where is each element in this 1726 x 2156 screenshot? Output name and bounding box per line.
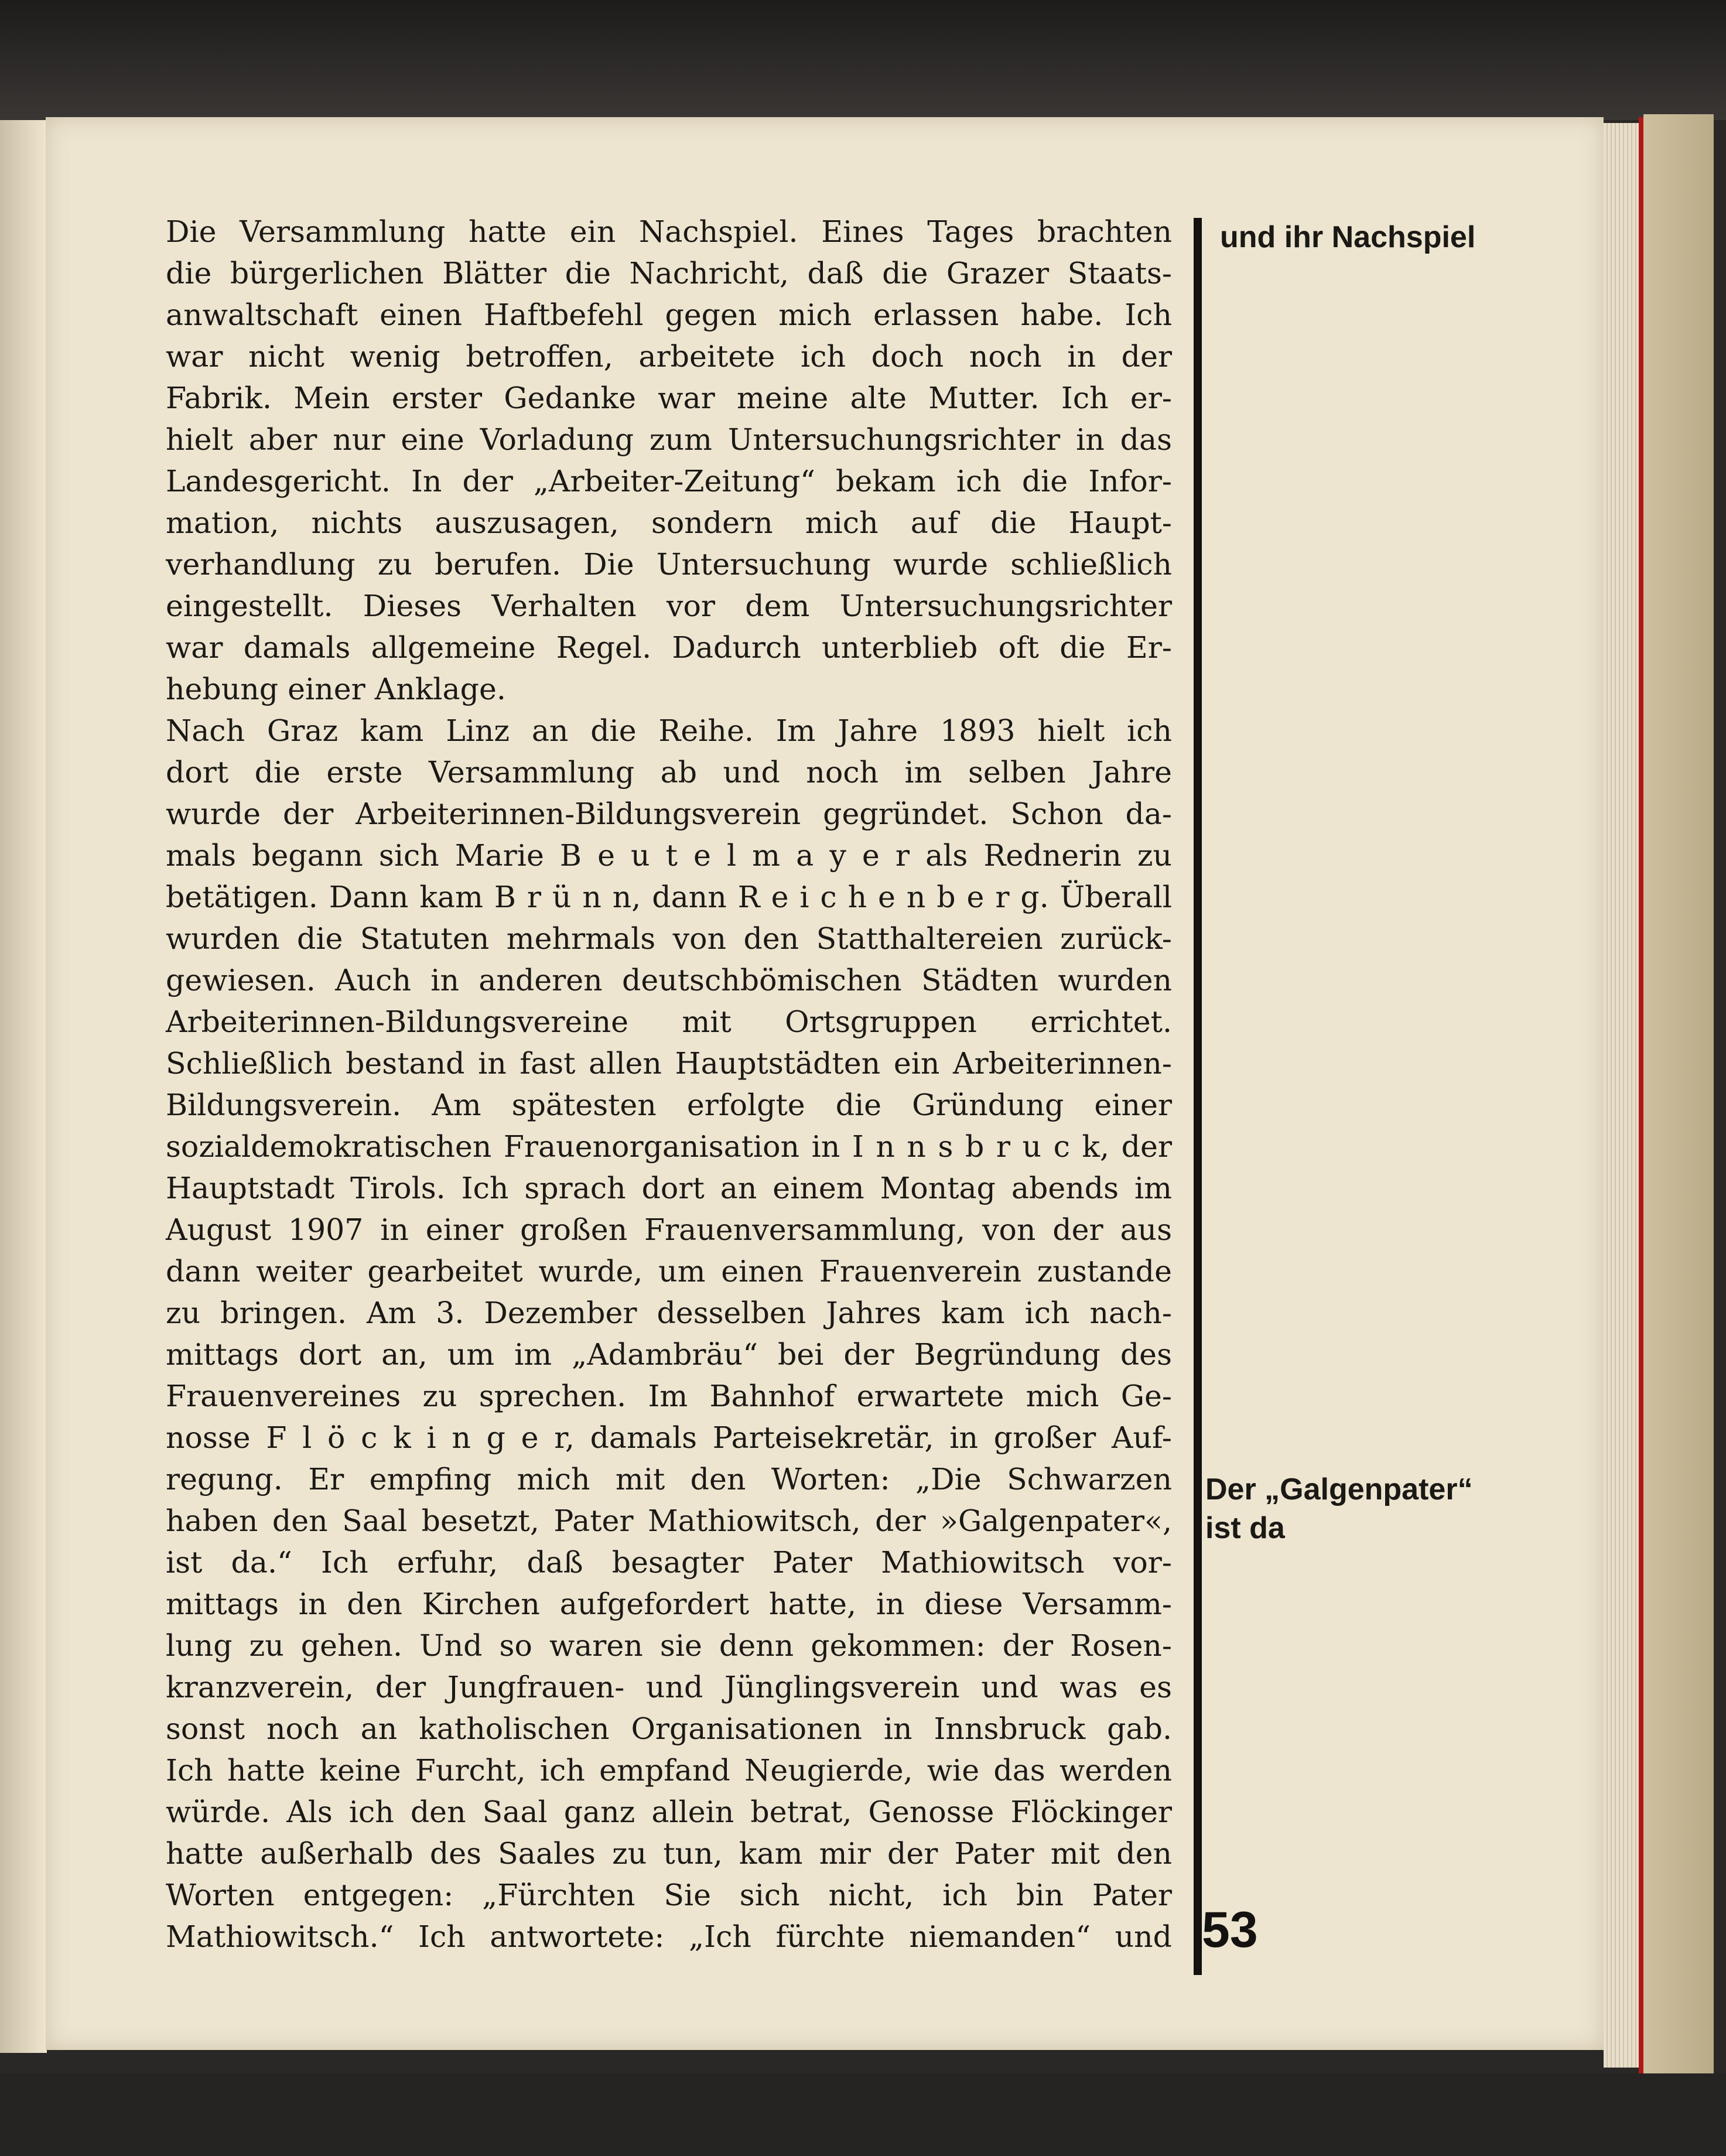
- text-line: ist da.“ Ich erfuhr, daß besagter Pater Mathiowitsch vor-: [166, 1545, 1172, 1580]
- text-line: Hauptstadt Tirols. Ich sprach dort an einem Montag abends im: [166, 1171, 1172, 1205]
- text-line: mals begann sich Marie B e u t e l m a y e r als Rednerin zu: [166, 838, 1172, 873]
- text-line: dort die erste Versammlung ab und noch im selben Jahre: [166, 755, 1172, 790]
- text-line: Die Versammlung hatte ein Nachspiel. Eines Tages brachten: [166, 214, 1172, 249]
- text-line: Landesgericht. In der „Arbeiter-Zeitung“ bekam ich die Infor-: [166, 464, 1172, 498]
- text-line: nosse F l ö c k i n g e r, damals Parteisekretär, in großer Auf-: [166, 1420, 1172, 1455]
- text-line: anwaltschaft einen Haftbefehl gegen mich erlassen habe. Ich: [166, 298, 1172, 332]
- text-line: Frauenvereines zu sprechen. Im Bahnhof erwartete mich Ge-: [166, 1379, 1172, 1413]
- text-line: hatte außerhalb des Saales zu tun, kam mir der Pater mit den: [166, 1836, 1172, 1871]
- text-line: Nach Graz kam Linz an die Reihe. Im Jahre 1893 hielt ich: [166, 713, 1172, 748]
- text-line: Ich hatte keine Furcht, ich empfand Neugierde, wie das werden: [166, 1753, 1172, 1788]
- text-line: Bildungsverein. Am spätesten erfolgte die Gründung einer: [166, 1088, 1172, 1122]
- left-page-edge: [0, 120, 47, 2053]
- text-line: regung. Er empfing mich mit den Worten: „Die Schwarzen: [166, 1462, 1172, 1496]
- page-stack-edge: [1604, 123, 1639, 2068]
- text-line: Arbeiterinnen-Bildungsvereine mit Ortsgruppen errichtet.: [166, 1004, 1172, 1039]
- text-line: wurde der Arbeiterinnen-Bildungsverein gegründet. Schon da-: [166, 797, 1172, 831]
- text-line: war nicht wenig betroffen, arbeitete ich doch noch in der: [166, 339, 1172, 374]
- text-line: mation, nichts auszusagen, sondern mich auf die Haupt-: [166, 505, 1172, 540]
- text-line: würde. Als ich den Saal ganz allein betrat, Genosse Flöckinger: [166, 1795, 1172, 1829]
- text-line: kranzverein, der Jungfrauen- und Jünglingsverein und was es: [166, 1670, 1172, 1704]
- text-line: hebung einer Anklage.: [166, 672, 506, 706]
- text-line: dann weiter gearbeitet wurde, um einen Frauenverein zustande: [166, 1254, 1172, 1289]
- text-line: haben den Saal besetzt, Pater Mathiowitsch, der »Galgenpater«,: [166, 1504, 1172, 1538]
- text-line: Fabrik. Mein erster Gedanke war meine alte Mutter. Ich er-: [166, 381, 1172, 415]
- text-line: die bürgerlichen Blätter die Nachricht, daß die Grazer Staats-: [166, 256, 1172, 291]
- text-line: lung zu gehen. Und so waren sie denn gekommen: der Rosen-: [166, 1628, 1172, 1663]
- margin-rule: [1194, 218, 1202, 1975]
- margin-note-line: Der „Galgenpater“: [1205, 1472, 1473, 1506]
- body-text: [166, 211, 1172, 1957]
- margin-note-nachspiel: [1220, 218, 1475, 257]
- cover-red-edge: [1639, 117, 1643, 2073]
- text-line: gewiesen. Auch in anderen deutschbömischen Städten wurden: [166, 963, 1172, 997]
- text-line: Worten entgegen: „Fürchten Sie sich nicht, ich bin Pater: [166, 1878, 1172, 1912]
- scan-background-bottom: [0, 2073, 1726, 2156]
- text-line: war damals allgemeine Regel. Dadurch unterblieb oft die Er-: [166, 630, 1172, 665]
- page-number: 53: [1202, 1902, 1258, 1958]
- margin-note-line: ist da: [1205, 1511, 1285, 1545]
- text-line: August 1907 in einer großen Frauenversammlung, von der aus: [166, 1212, 1172, 1247]
- text-line: mittags in den Kirchen aufgefordert hatte, in diese Versamm-: [166, 1587, 1172, 1621]
- text-line: eingestellt. Dieses Verhalten vor dem Untersuchungsrichter: [166, 589, 1172, 623]
- text-line: mittags dort an, um im „Adambräu“ bei der Begründung des: [166, 1337, 1172, 1372]
- text-line: Mathiowitsch.“ Ich antwortete: „Ich fürchte niemanden“ und: [166, 1919, 1172, 1954]
- text-line: hielt aber nur eine Vorladung zum Untersuchungsrichter in das: [166, 422, 1172, 457]
- text-line: wurden die Statuten mehrmals von den Statthaltereien zurück-: [166, 921, 1172, 956]
- text-line: sozialdemokratischen Frauenorganisation in I n n s b r u c k, der: [166, 1129, 1172, 1164]
- book-cover: [1643, 114, 1714, 2082]
- text-line: zu bringen. Am 3. Dezember desselben Jahres kam ich nach-: [166, 1296, 1172, 1330]
- text-line: verhandlung zu berufen. Die Untersuchung wurde schließlich: [166, 547, 1172, 582]
- text-line: Schließlich bestand in fast allen Hauptstädten ein Arbeiterinnen-: [166, 1046, 1172, 1081]
- scan-background-top: [0, 0, 1726, 120]
- text-line: sonst noch an katholischen Organisationen in Innsbruck gab.: [166, 1711, 1172, 1746]
- text-line: betätigen. Dann kam B r ü n n, dann R e i c h e n b e r g. Überall: [166, 880, 1172, 914]
- margin-note-line: und ihr Nachspiel: [1220, 220, 1476, 254]
- margin-note-galgenpater: [1205, 1470, 1473, 1547]
